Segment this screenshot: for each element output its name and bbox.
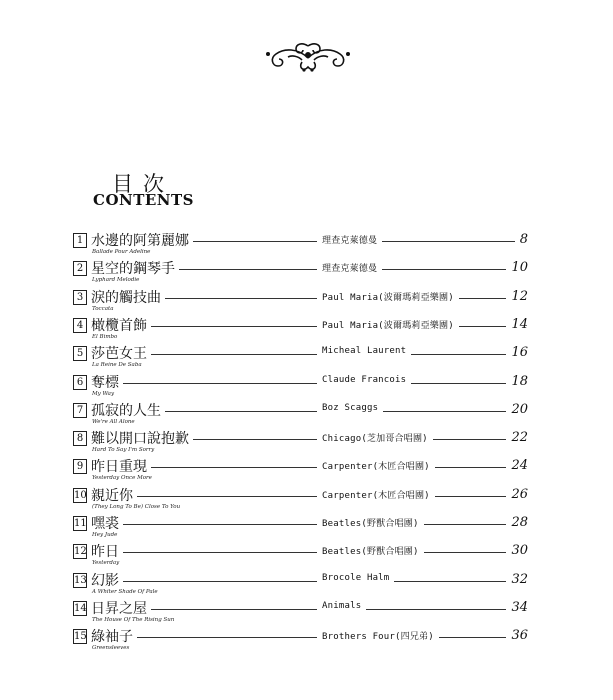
entry-number: 3 — [73, 290, 87, 305]
entry-subtitle: A Whiter Shade Of Pale — [92, 588, 158, 595]
leader-line — [193, 439, 317, 440]
entry-subtitle: Yesterday — [92, 560, 120, 567]
leader-line — [137, 637, 317, 638]
leader-line — [123, 581, 317, 582]
toc-entry — [0, 228, 613, 256]
entry-subtitle: Toccata — [92, 305, 114, 312]
entry-number: 12 — [74, 546, 87, 558]
entry-subtitle: We're All Alone — [92, 418, 135, 425]
toc-entry — [0, 454, 613, 482]
leader-line — [435, 467, 506, 468]
entry-title: 幻影 — [91, 572, 119, 589]
leader-line — [382, 269, 506, 270]
entry-artist: Paul Maria(波爾瑪莉亞樂團) — [322, 320, 454, 331]
entry-artist: Carpenter(木匠合唱團) — [322, 462, 430, 473]
toc-entry — [0, 285, 613, 313]
entry-page-number: 36 — [511, 628, 528, 644]
entry-page-number: 10 — [511, 260, 528, 276]
entry-subtitle: Hey Jude — [92, 532, 118, 538]
entry-page-number: 22 — [511, 430, 528, 446]
toc-entry — [0, 398, 613, 426]
entry-title: 日昇之屋 — [91, 600, 147, 617]
entry-artist: Chicago(芝加哥合唱團) — [322, 434, 428, 445]
entry-artist: Brocole Halm — [322, 572, 390, 583]
heading-english: CONTENTS — [93, 191, 195, 209]
toc-entry — [0, 596, 613, 624]
entry-artist: Beatles(野獸合唱團) — [322, 519, 419, 529]
entry-page-number: 26 — [511, 486, 528, 502]
toc-entry — [0, 313, 613, 341]
entry-page-number: 34 — [511, 599, 528, 615]
entry-number: 7 — [73, 403, 87, 418]
toc-entry — [0, 370, 613, 398]
leader-line — [123, 552, 317, 553]
leader-line — [411, 354, 506, 355]
entry-artist: Paul Maria(波爾瑪莉亞樂團) — [322, 292, 454, 303]
entry-artist: Brothers Four(四兄弟) — [322, 632, 434, 643]
leader-line — [424, 524, 506, 525]
entry-subtitle: Hard To Say I'm Sorry — [92, 447, 155, 454]
entry-title: 水邊的阿第麗娜 — [91, 233, 189, 249]
leader-line — [123, 524, 317, 525]
entry-page-number: 20 — [511, 401, 528, 417]
leader-line — [411, 383, 506, 384]
entry-title: 星空的鋼琴手 — [91, 261, 175, 278]
leader-line — [165, 298, 317, 299]
entry-artist: Boz Scaggs — [322, 402, 379, 413]
entry-page-number: 24 — [511, 458, 528, 474]
leader-line — [394, 581, 506, 582]
leader-line — [165, 411, 317, 412]
entry-subtitle: The House Of The Rising Sun — [92, 616, 175, 623]
entry-artist: Micheal Laurent — [322, 346, 407, 357]
entry-title: 橄欖首飾 — [91, 317, 147, 334]
leader-line — [382, 241, 515, 242]
entry-page-number: 12 — [511, 288, 528, 304]
toc-entry — [0, 256, 613, 284]
entry-number: 2 — [73, 261, 87, 276]
entry-page-number: 30 — [511, 543, 528, 559]
entry-subtitle: Ballade Pour Adeline — [92, 249, 151, 255]
toc-entry — [0, 624, 613, 652]
toc-entry — [0, 426, 613, 454]
leader-line — [459, 298, 506, 299]
leader-line — [435, 496, 506, 497]
entry-subtitle: (They Long To Be) Close To You — [92, 503, 181, 510]
entry-subtitle: My Way — [92, 390, 115, 397]
entry-number: 14 — [74, 602, 87, 614]
entry-title: 昨日重現 — [91, 459, 147, 476]
entry-number: 4 — [73, 318, 87, 333]
entry-number: 11 — [74, 518, 87, 529]
entry-title: 嘿裘 — [91, 516, 119, 532]
entry-artist: 理查克萊德曼 — [322, 236, 378, 246]
entry-page-number: 18 — [511, 373, 528, 389]
entry-artist: Carpenter(木匠合唱團) — [322, 490, 430, 501]
leader-line — [193, 241, 317, 242]
toc-entry — [0, 568, 613, 596]
entry-number: 5 — [73, 346, 87, 361]
leader-line — [439, 637, 506, 638]
ornament-icon — [258, 40, 358, 74]
leader-line — [151, 467, 317, 468]
entry-title: 奪標 — [91, 374, 119, 391]
entry-number: 10 — [74, 489, 87, 501]
entry-page-number: 28 — [511, 515, 528, 530]
entry-number: 8 — [73, 431, 87, 446]
entry-page-number: 16 — [511, 345, 528, 361]
entry-title: 孤寂的人生 — [91, 402, 161, 419]
entry-number: 9 — [73, 459, 87, 474]
entry-title: 昨日 — [91, 544, 119, 561]
toc-entry — [0, 483, 613, 511]
leader-line — [151, 609, 317, 610]
entry-artist: Animals — [322, 600, 362, 611]
entry-title: 莎芭女王 — [91, 346, 147, 363]
leader-line — [383, 411, 506, 412]
entry-number: 15 — [74, 631, 87, 643]
entry-subtitle: Greensleeves — [92, 645, 130, 652]
entry-number: 13 — [74, 574, 87, 586]
entry-page-number: 8 — [519, 232, 528, 247]
entry-subtitle: Lyphard Melodie — [92, 277, 140, 284]
leader-line — [151, 354, 317, 355]
entry-number: 6 — [73, 375, 87, 390]
leader-line — [433, 439, 506, 440]
toc-entry — [0, 341, 613, 369]
leader-line — [366, 609, 506, 610]
entry-artist: Beatles(野獸合唱團) — [322, 547, 419, 558]
leader-line — [123, 383, 317, 384]
entry-subtitle: El Bimbo — [92, 333, 118, 340]
leader-line — [151, 326, 317, 327]
leader-line — [459, 326, 506, 327]
entry-page-number: 14 — [511, 316, 528, 332]
entry-number: 1 — [73, 233, 87, 248]
entry-artist: Claude Francois — [322, 374, 407, 385]
leader-line — [137, 496, 317, 497]
entry-title: 淚的觸技曲 — [91, 289, 161, 306]
entry-subtitle: La Reine De Saba — [92, 362, 142, 369]
leader-line — [424, 552, 506, 553]
entry-title: 綠袖子 — [91, 629, 133, 646]
toc-entry — [0, 511, 613, 539]
leader-line — [179, 269, 317, 270]
entry-subtitle: Yesterday Once More — [92, 475, 152, 482]
heading-chinese: 目次 — [112, 172, 174, 196]
entry-page-number: 32 — [511, 571, 528, 587]
entry-title: 難以開口說抱歉 — [91, 431, 189, 448]
entry-title: 親近你 — [91, 487, 133, 504]
toc-entry — [0, 539, 613, 567]
entry-artist: 理查克萊德曼 — [322, 264, 378, 275]
